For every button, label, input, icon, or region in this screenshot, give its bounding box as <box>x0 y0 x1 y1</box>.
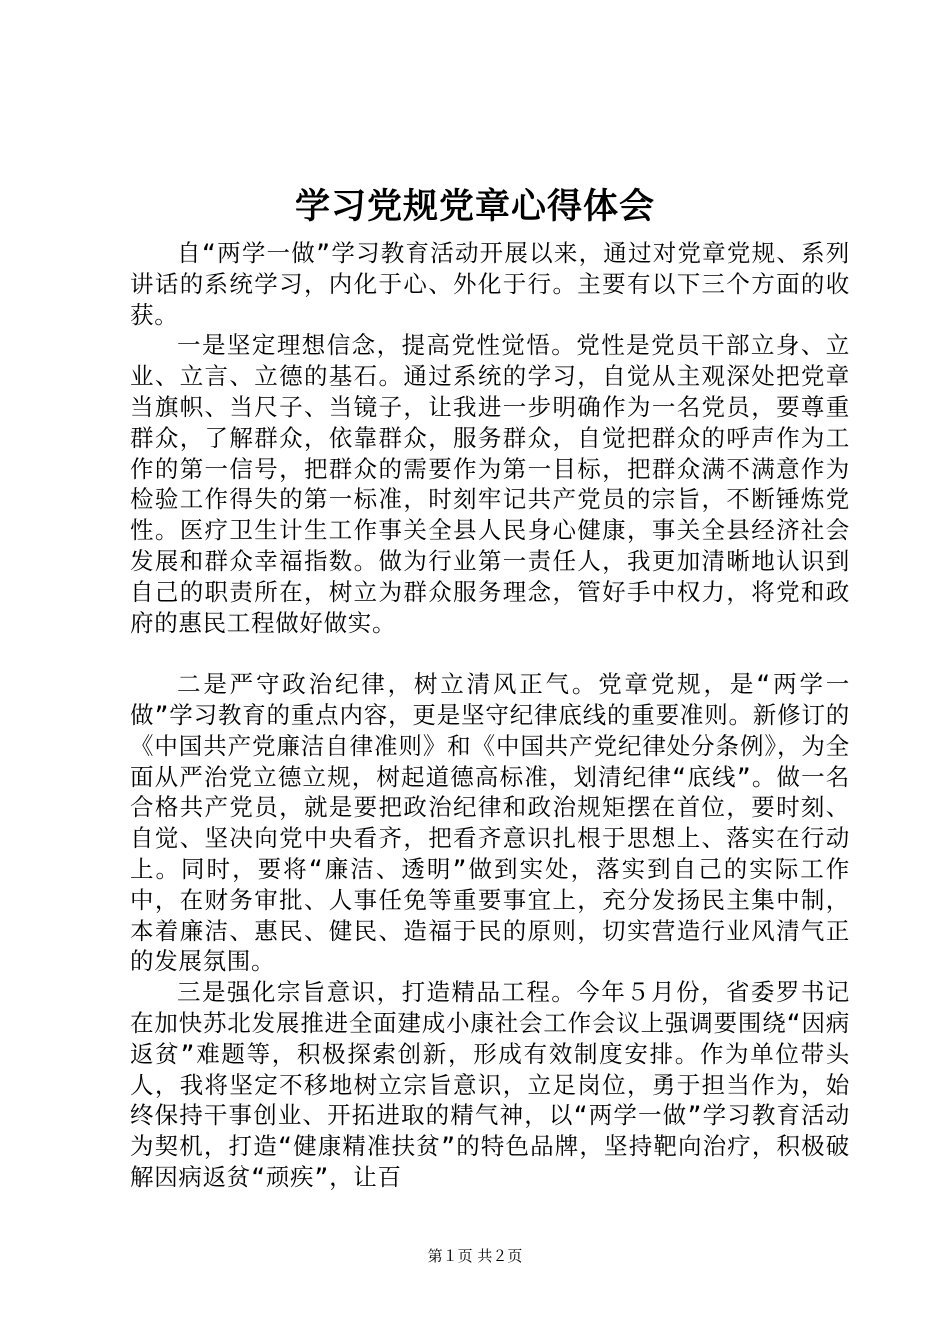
paragraph-point-three: 三是强化宗旨意识，打造精品工程。今年５月份，省委罗书记在加快苏北发展推进全面建成小康社会工作会议上强调要围绕“因病返贫”难题等，积极探索创新，形成有效制度安排。作为单位带头人，我将坚定不移地树立宗旨意识，立足岗位，勇于担当作为，始终保持干事创业、开拓进取的精气神，以“两学一做”学习教育活动为契机，打造“健康精准扶贫”的特色品牌，坚持靶向治疗，积极破解因病返贫“顽疾”，让百 <box>130 978 850 1191</box>
paragraph-intro: 自“两学一做”学习教育活动开展以来，通过对党章党规、系列讲话的系统学习，内化于心、外化于行。主要有以下三个方面的收获。 <box>130 239 850 329</box>
document-title: 学习党规党章心得体会 <box>294 186 655 227</box>
paragraph-point-one: 一是坚定理想信念，提高党性觉悟。党性是党员干部立身、立业、立言、立德的基石。通过系统的学习，自觉从主观深处把党章当旗帜、当尺子、当镜子，让我进一步明确作为一名党员，要尊重群众，了解群众，依靠群众，服务群众，自觉把群众的呼声作为工作的第一信号，把群众的需要作为第一目标，把群众满不满意作为检验工作得失的第一标准，时刻牢记共产党员的宗旨，不断锤炼党性。医疗卫生计生工作事关全县人民身心健康，事关全县经济社会发展和群众幸福指数。做为行业第一责任人，我更加清晰地认识到自己的职责所在，树立为群众服务理念，管好手中权力，将党和政府的惠民工程做好做实。 <box>130 331 850 637</box>
document-body <box>130 238 850 1193</box>
paragraph-point-two: 二是严守政治纪律，树立清风正气。党章党规，是“两学一做”学习教育的重点内容，更是坚守纪律底线的重要准则。新修订的《中国共产党廉洁自律准则》和《中国共产党纪律处分条例》，为全面从严治党立德立规，树起道德高标准，划清纪律“底线”。做一名合格共产党员，就是要把政治纪律和政治规矩摆在首位，要时刻、自觉、坚决向党中央看齐，把看齐意识扎根于思想上、落实在行动上。同时，要将“廉洁、透明”做到实处，落实到自己的实际工作中，在财务审批、人事任免等重要事宜上，充分发扬民主集中制，本着廉洁、惠民、健民、造福于民的原则，切实营造行业风清气正的发展氛围。 <box>130 670 850 976</box>
page-number-footer: 第１页 共２页 <box>427 1247 523 1265</box>
